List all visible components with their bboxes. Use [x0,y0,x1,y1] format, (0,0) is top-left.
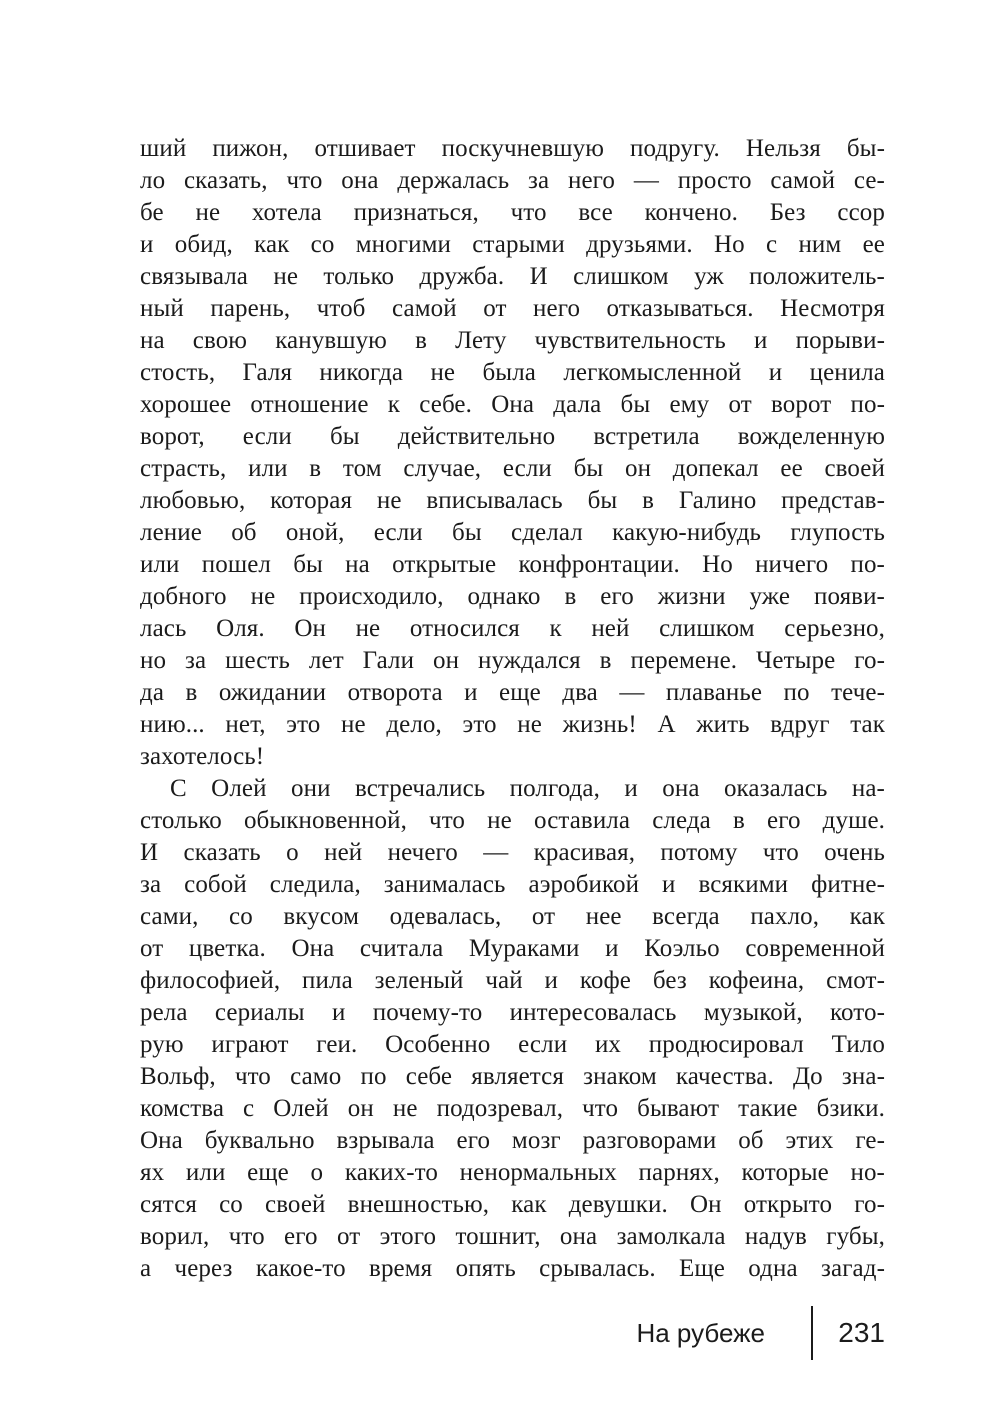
text-line: захотелось! [140,743,265,770]
text-line: Она буквально взрывала его мозг разговорами об этих ге- [140,1127,885,1154]
text-line: а через какое-то время опять срывалась. Еще одна загад- [140,1255,885,1282]
text-line: страсть, или в том случае, если бы он допекал ее своей [140,455,885,482]
text-line: и обид, как со многими старыми друзьями. Но с ним ее [140,231,885,258]
text-line: стость, Галя никогда не была легкомысленной и ценила [140,359,885,386]
text-line: сами, со вкусом одевалась, от нее всегда пахло, как [140,903,885,930]
text-line: от цветка. Она считала Мураками и Коэльо современной [140,935,885,962]
text-line: ворил, что его от этого тошнит, она замолкала надув губы, [140,1223,885,1250]
text-line: добного не происходило, однако в его жизни уже появи- [140,583,885,610]
text-line: ление об оной, если бы сделал какую-нибудь глупость [140,519,885,546]
page-footer [140,1304,885,1362]
running-title: На рубеже [636,1317,765,1348]
text-line: хорошее отношение к себе. Она дала бы ему от ворот по- [140,391,885,418]
text-line: сятся со своей внешностью, как девушки. Он открыто го- [140,1191,885,1218]
text-line: бе не хотела признаться, что все кончено. Без ссор [140,199,885,226]
text-line: за собой следила, занималась аэробикой и всякими фитне- [140,871,885,898]
text-block [140,133,885,1285]
text-line: рела сериалы и почему-то интересовалась музыкой, кото- [140,999,885,1026]
text-line: ший пижон, отшивает поскучневшую подругу. Нельзя бы- [140,135,885,162]
text-line: ях или еще о каких-то ненормальных парнях, которые но- [140,1159,885,1186]
text-line: ворот, если бы действительно встретила вожделенную [140,423,885,450]
text-line: нию... нет, это не дело, это не жизнь! А жить вдруг так [140,711,885,738]
text-line: или пошел бы на открытые конфронтации. Но ничего по- [140,551,885,578]
page-number: 231 [838,1317,885,1348]
text-line: рую играют геи. Особенно если их продюсировал Тило [140,1031,885,1058]
text-line: ло сказать, что она держалась за него — просто самой се- [140,167,885,194]
text-line: любовью, которая не вписывалась бы в Галино представ- [140,487,885,514]
text-line: на свою канувшую в Лету чувствительность и порыви- [140,327,885,354]
text-line: комства с Олей он не подозревал, что бывают такие бзики. [140,1095,885,1122]
text-line: лась Оля. Он не относился к ней слишком серьезно, [140,615,885,642]
text-line: связывала не только дружба. И слишком уж положитель- [140,263,885,290]
text-line: но за шесть лет Гали он нуждался в перемене. Четыре го- [140,647,885,674]
text-line: да в ожидании отворота и еще два — плаванье по тече- [140,679,885,706]
text-line: столько обыкновенной, что не оставила следа в его душе. [140,807,885,834]
text-line: Вольф, что само по себе является знаком качества. До зна- [140,1063,885,1090]
text-line: С Олей они встречались полгода, и она оказалась на- [170,775,885,802]
text-line: ный парень, чтоб самой от него отказываться. Несмотря [140,295,885,322]
text-line: И сказать о ней нечего — красивая, потому что очень [140,839,885,866]
text-line: философией, пила зеленый чай и кофе без кофеина, смот- [140,967,885,994]
